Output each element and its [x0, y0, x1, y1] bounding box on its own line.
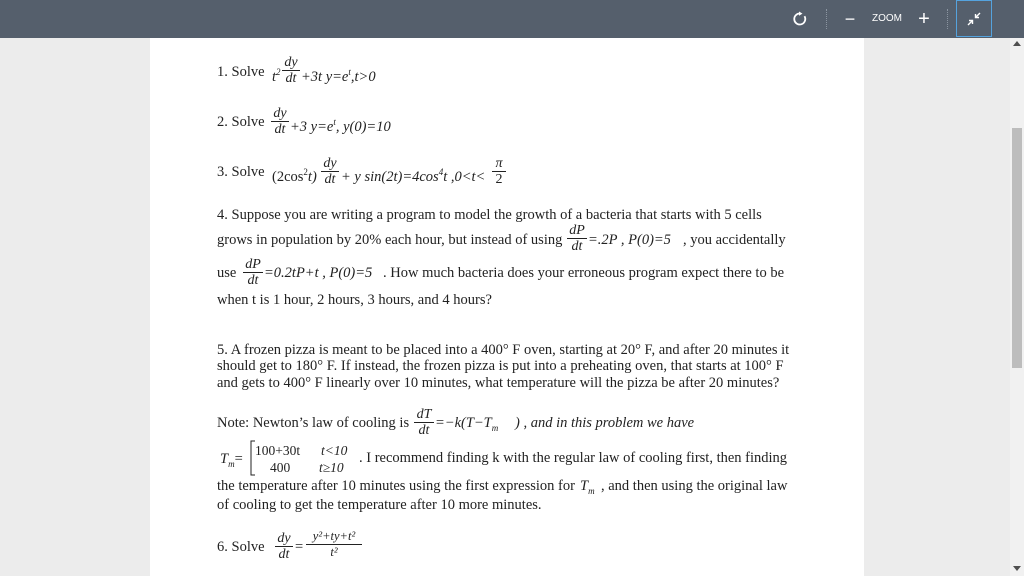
problem-5-note-fraction: $\frac{dT}{dt}$: [414, 407, 434, 438]
problem-5-line-2: should get to 180° F. If instead, the frozen pizza is put into a preheating oven, that starts at 100° F: [217, 358, 784, 374]
problem-4-line-1: 4. Suppose you are writing a program to model the growth of a bacteria that starts with 5 cells: [217, 207, 762, 223]
problem-4-equation-1: =.2P , P(0)=5: [588, 232, 671, 248]
zoom-in-button[interactable]: +: [918, 7, 930, 30]
document-viewer: [0, 38, 1024, 576]
problem-5-tm: $T_m=$: [220, 451, 243, 469]
problem-3-lead: $(2\cos^2t)$: [272, 167, 317, 185]
problem-4-line-2-end: , you accidentally: [683, 232, 786, 248]
scroll-down-arrow-icon[interactable]: [1013, 566, 1021, 571]
problem-2-prefix: 2. Solve: [217, 114, 265, 130]
problem-3-rest: + y $\sin(2t)=4\cos^4t$ ,0<t<: [341, 167, 486, 185]
problem-5-line-b: the temperature after 10 minutes using the first expression for: [217, 478, 575, 494]
problem-5-line-c: of cooling to get the temperature after 10 more minutes.: [217, 497, 542, 513]
problem-4-line-3-end: . How much bacteria does your erroneous program expect there to be: [383, 265, 785, 281]
toolbar-separator: [947, 9, 948, 29]
exit-fullscreen-button[interactable]: [956, 0, 992, 37]
problem-5-note-end: ) , and in this problem we have: [515, 415, 695, 431]
case-2-condition: t≥10: [319, 460, 344, 475]
problem-5-line-b-end: , and then using the original law: [601, 478, 788, 494]
problem-1-fraction: $\frac{dy}{dt}$: [282, 55, 300, 86]
problem-3-prefix: 3. Solve: [217, 164, 265, 180]
problem-5-note-equation: $=-k(T-T_m$: [435, 415, 499, 433]
problem-1-prefix: 1. Solve: [217, 64, 265, 80]
rotate-icon: [792, 11, 808, 27]
exit-fullscreen-icon: [967, 12, 981, 26]
problem-4-line-4: when t is 1 hour, 2 hours, 3 hours, and 4 hours?: [217, 292, 492, 308]
toolbar-separator: [826, 9, 827, 29]
viewer-toolbar: [0, 0, 1024, 38]
problem-6-fraction-1: $\frac{dy}{dt}$: [275, 531, 293, 562]
case-1-expression: 100+30t: [255, 443, 301, 458]
problem-5-line-b-var: $T_m$: [580, 478, 595, 496]
rotate-button[interactable]: [788, 0, 812, 38]
scrollbar-thumb[interactable]: [1012, 128, 1022, 368]
problem-5-note: Note: Newton’s law of cooling is: [217, 415, 410, 431]
problem-3-fraction: $\frac{dy}{dt}$: [321, 156, 339, 187]
problem-2-fraction: $\frac{dy}{dt}$: [271, 106, 289, 137]
zoom-label: ZOOM: [872, 13, 902, 24]
document-page: [150, 38, 864, 576]
problem-1-lead: $t^2$: [272, 67, 281, 85]
problem-5-recommendation: . I recommend finding k with the regular law of cooling first, then finding: [359, 450, 788, 466]
problem-4-fraction-1: $\frac{dP}{dt}$: [567, 223, 587, 254]
problem-6-fraction-2: $\frac{\text{y²+ty+t²}}{\text{t²}}$: [306, 529, 362, 560]
problem-4-equation-2: =0.2tP+t , P(0)=5: [264, 265, 373, 281]
zoom-out-button[interactable]: −: [844, 8, 856, 29]
case-1-condition: t<10: [321, 443, 348, 458]
problem-4-line-2: grows in population by 20% each hour, but instead of using: [217, 232, 563, 248]
problem-3-fraction-pi: $\frac{\pi}{2}$: [492, 156, 506, 187]
problem-4-line-3: use: [217, 265, 237, 281]
problem-2-rest: +3 $y=e^t$, y(0)=10: [290, 117, 391, 135]
scroll-up-arrow-icon[interactable]: [1013, 41, 1021, 46]
problem-5-line-1: 5. A frozen pizza is meant to be placed into a 400° F oven, starting at 20° F, and after 20 minutes it: [217, 342, 790, 358]
problem-4-fraction-2: $\frac{dP}{dt}$: [243, 257, 263, 288]
problem-5-line-3: and gets to 400° F linearly over 10 minutes, what temperature will the pizza be after 20 minutes?: [217, 375, 780, 391]
problem-1-rest: +3t $y=e^t,t>0$: [301, 67, 376, 85]
problem-6-equals: =: [295, 539, 304, 555]
problem-6-prefix: 6. Solve: [217, 539, 265, 555]
case-2-expression: 400: [270, 460, 291, 475]
